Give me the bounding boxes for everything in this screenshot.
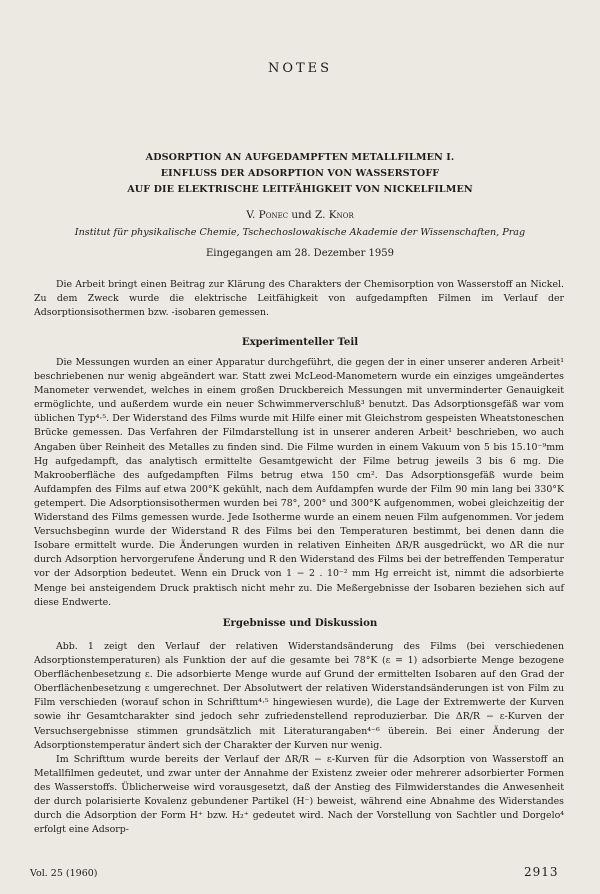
abstract-text: Die Arbeit bringt einen Beitrag zur Klärung des Charakters der Chemisorption von Wasserstoff an Nickel. Zu dem Zweck wurde die elektrische Leitfähigkeit von aufgedampften Filmen im Verlauf der Adsorptionsisothermen bzw. -isobaren gemessen. bbox=[34, 279, 564, 319]
author-conjunction: und bbox=[291, 209, 312, 221]
section-heading-experimental: Experimenteller Teil bbox=[241, 336, 359, 348]
title-line-3: AUF DIE ELEKTRISCHE LEITFÄHIGKEIT VON NICKELFILMEN bbox=[127, 184, 473, 195]
article-title bbox=[40, 150, 560, 198]
title-line-2: EINFLUSS DER ADSORPTION VON WASSERSTOFF bbox=[160, 168, 440, 179]
section-heading-results: Ergebnisse und Diskussion bbox=[222, 617, 378, 629]
volume-info: Vol. 25 (1960) bbox=[30, 868, 98, 879]
experimental-text: Die Messungen wurden an einer Apparatur durchgeführt, die gegen der in einer unserer anderen Arbeit¹ beschriebenen nur wenig abgeändert war. Statt zwei McLeod-Manometern wurde ein einziges umgeändertes Manometer verwendet, welches in einem großen Druckbereich Messungen mit unverminderter Genauigkeit ermöglichte, und außerdem wurde ein neuer Schwimmerverschluß³ benutzt. Das Adsorptionsgefäß war vom üblichen Typ⁴·⁵. Der Widerstand des Films wurde mit Hilfe einer mit Gleichstrom gespeisten Wheatstoneschen Brücke gemessen. Das Verfahren der Filmdarstellung ist in unserer anderen Arbeit¹ beschrieben, wo auch Angaben über Reinheit des Metalles zu finden sind. Die Filme wurden in einem Vakuum von 5 bis 15.10⁻⁹mm Hg aufgedampft, das analytisch ermittelte Gesamtgewicht der Filme betrug jeweils 3 bis 6 mg. Die Makrooberfläche des aufgedampften Films betrug etwa 150 cm². Das Adsorptionsgefäß wurde beim Aufdampfen des Films auf etwa 200°K gekühlt, nach dem Aufdampfen wurde der Film 90 min lang bei 330°K getempert. Die Adsorptionsisothermen wurden bei 78°, 200° und 300°K aufgenommen, wobei gleichzeitig der Widerstand des Films gemessen wurde. Jede Isotherme wurde an einem neuen Film aufgenommen. Vor jedem Versuchsbeginn wurde der Widerstand R des Films bei den Temperaturen bestimmt, bei denen dann die Isobare ermittelt wurde. Die Änderungen wurden in relativen Einheiten ΔR/R ausgedrückt, wo ΔR die nur durch Adsorption hervorgerufene Änderung und R den Widerstand des Films bei der betreffenden Temperatur vor der Adsorption bedeutet. Wenn ein Druck von 1 − 2 . 10⁻² mm Hg erreicht ist, nimmt die adsorbierte Menge bei ansteigendem Druck praktisch nicht mehr zu. Die Meßergebnisse der Isobaren beziehen sich auf diese Endwerte. bbox=[34, 357, 564, 608]
author-knor: Z. Knor bbox=[315, 209, 354, 221]
title-line-1: ADSORPTION AN AUFGEDAMPFTEN METALLFILMEN I. bbox=[145, 152, 455, 163]
results-section bbox=[34, 640, 564, 837]
page-number: 2913 bbox=[524, 865, 559, 879]
experimental-section bbox=[34, 356, 564, 610]
institute-affiliation: Institut für physikalische Chemie, Tschechoslowakische Akademie der Wissenschaften, Prag bbox=[74, 227, 526, 238]
author-ponec: V. Ponec bbox=[246, 209, 289, 221]
section-header: NOTES bbox=[267, 61, 333, 76]
results-paragraph-1: Abb. 1 zeigt den Verlauf der relativen Widerstandsänderung des Films (bei verschiedenen Adsorptionstemperaturen) als Funktion der auf die gesamte bei 78°K (ε = 1) adsorbierte Menge bezogene Oberflächenbesetzung ε. Die adsorbierte Menge wurde auf Grund der ermittelten Isobaren auf den Grad der Oberflächenbesetzung ε umgerechnet. Der Absolutwert der relativen Widerstandsänderungen ist von Film zu Film verschieden (worauf schon in Schrifttum⁴·⁵ hingewiesen wurde), die Lage der Extremwerte der Kurven sowie ihr Gesamtcharakter sind jedoch sehr zufriedenstellend reproduzierbar. Die ΔR/R − ε-Kurven der Versuchsergebnisse stimmen grundsätzlich mit Literaturangaben⁴⁻⁶ überein. Bei einer Änderung der Adsorptionstemperatur ändert sich der Charakter der Kurven nur wenig. bbox=[34, 641, 564, 751]
received-date: Eingegangen am 28. Dezember 1959 bbox=[205, 248, 395, 259]
results-paragraph-2: Im Schrifttum wurde bereits der Verlauf der ΔR/R − ε-Kurven für die Adsorption von Wasserstoff an Metallfilmen gedeutet, und zwar unter der Annahme der Existenz zweier oder mehrerer adsorbierter Formen des Wasserstoffs. Üblicherweise wird vorausgesetzt, daß der Anstieg des Filmwiderstandes die Anwesenheit der durch polarisierte Kovalenz gebundener Partikel (H⁻) beweist, während eine Abnahme des Widerstandes durch die Adsorption der Form H⁺ bzw. H₂⁺ gedeutet wird. Nach der Vorstellung von Sachtler und Dorgelo⁴ erfolgt eine Adsorp- bbox=[34, 753, 564, 836]
author-line bbox=[0, 209, 600, 221]
abstract bbox=[34, 278, 564, 320]
